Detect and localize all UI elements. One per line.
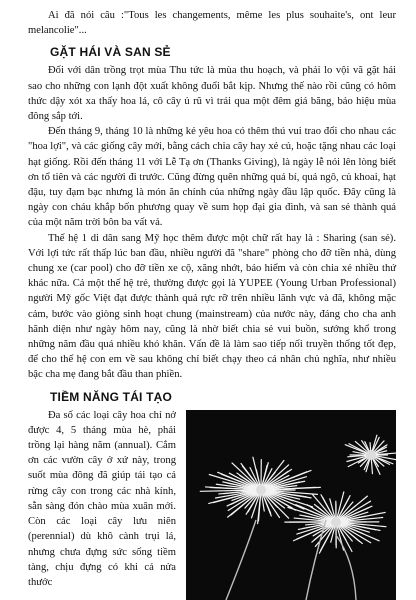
chrysanthemum-photo [186, 410, 396, 600]
regeneration-section [28, 408, 396, 590]
section-heading-regeneration: TIỀM NĂNG TÁI TẠO [50, 389, 173, 404]
section-heading-harvest: GẶT HÁI VÀ SAN SẺ [50, 45, 171, 60]
regeneration-paragraph: Đa số các loại cây hoa chỉ nở được 4, 5 tháng mùa hè, phải trồng lại hàng năm (annual). Cắm ơn các vườn cây ở xứ này, trong suốt mùa đông đã giúp tái tạo cả rừng cây con trong các nhà kính, sẵn sàng đón chào mùa xuân mới. Còn các loại cây lưu niên (perennial) dù khô cành trụi lá, nhưng chưa đựng sức sống tiềm tàng, chịu đựng có khi cả nửa thước [28, 409, 176, 588]
harvest-paragraph-2: Đến tháng 9, tháng 10 là những kẻ yêu hoa có thêm thú vui trao đổi cho nhau các "hoa lợi", và các giống cây mới, bằng cách chia cây hay xẻ củ, hoặc tặng nhau các loại hạt giống. Rồi đến tháng 11 với Lễ Tạ ơn (Thanks Giving), là ngày lễ nói lên lòng biết ơn tổ tiên và các người đi trước. Cũng đừng quên những quả bí, quả ngô, củ khoai, hạt đậu, tuy đạm bạc nhưng là món ăn chính của những ngày đầu lập quốc. Đây cũng là ngày con cháu khắp bốn phương quay về sum họp đại gia đình, và san sẻ thành quả của một năm trời bôn ba vất vả. [28, 126, 396, 229]
intro-paragraph: Ai đã nói câu :"Tous les changements, même les plus souhaite's, ont leur melancolie"... [28, 10, 396, 37]
chrysanthemum-photo-drawing [186, 410, 396, 600]
harvest-paragraph-1: Đối với dân trồng trọt mùa Thu tức là mùa thu hoạch, và phải lo vội vã gặt hái sao cho những con lạnh đột xuất không đuổi bắt kịp. Nhưng thế nào rồi cũng có hôm thức dậy xót xa thấy hoa lá, cô cây ủ rũ vì trái qua một đêm giá băng, bảo hiệu mùa đông sắp tới. [28, 65, 396, 123]
harvest-paragraph-3: Thế hệ 1 di dân sang Mỹ học thêm được một chữ rất hay là : Sharing (san sẻ). Với lợi tức rất thấp lúc ban đầu, nhiều người đã "share" phòng cho đỡ tiền nhà, dùng chung xe (car pool) cho đỡ tiền xe cộ, xăng nhớt, bảo hiểm và còn chia xẻ nhiều thứ khác nữa. Cả một thế hệ trẻ, thường được gọi là YUPEE (Young Urban Professional) người Mỹ gốc Việt đạt được thành quả rực rỡ trên nhiều lãnh vực và đã, không mặc cảm, bước vào giòng sinh hoạt chung (mainstream) của nước này, đáng cho cha anh hãnh diện như ngày hôm nay, cũng là nhờ biết chia sẻ vui buồn, sướng khổ trong những năm đầu quá nhiều khó khăn. Vấn đề là làm sao tiếp nối truyền thống tốt đẹp, để cho thế hệ con em về sau không chỉ biết chạy theo cá nhân chủ nghĩa, như nhiều bậc cha mẹ đang bắt đầu than phiền. [28, 232, 396, 381]
